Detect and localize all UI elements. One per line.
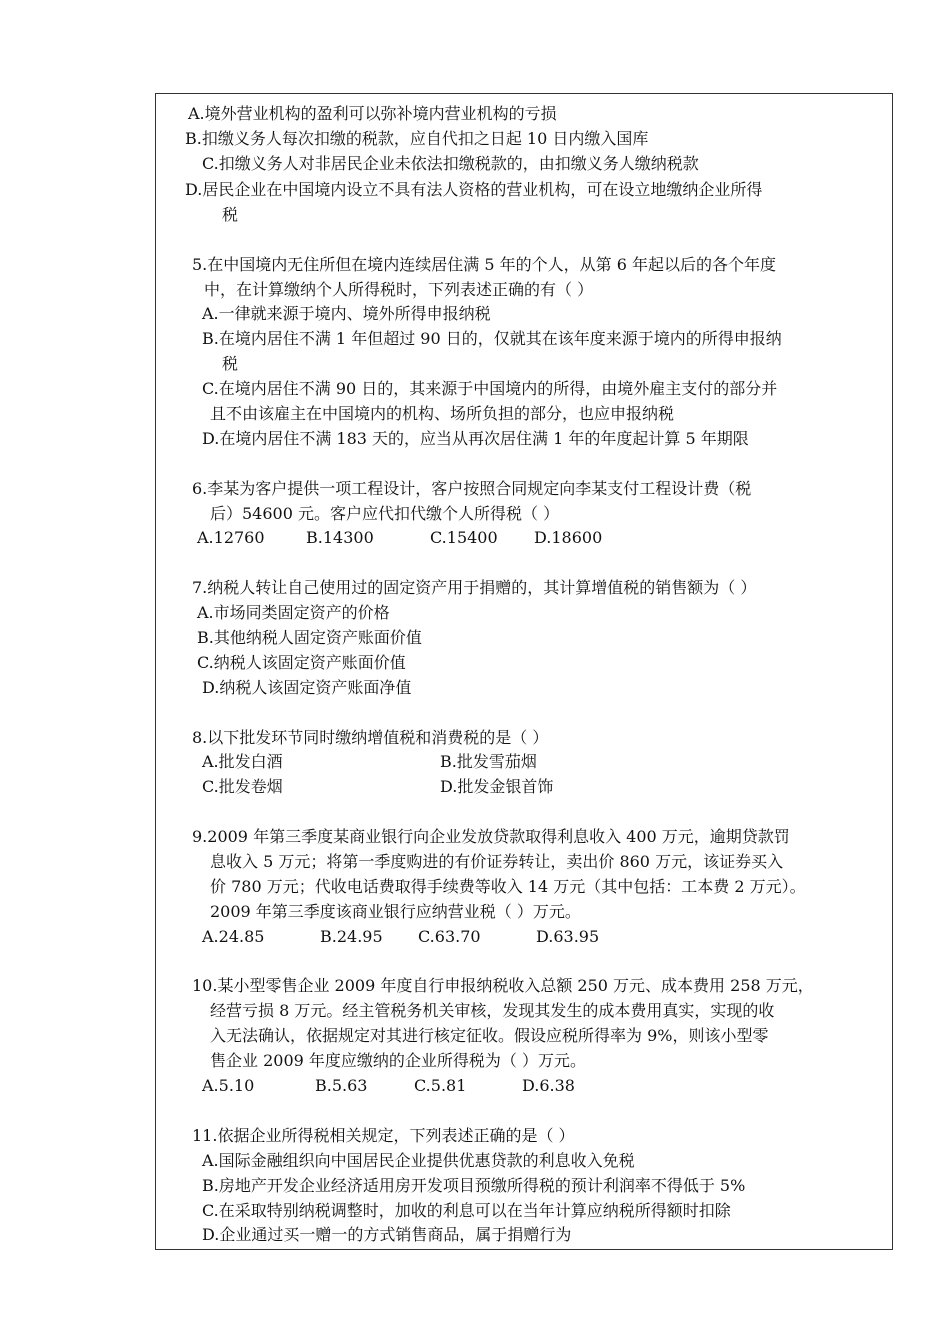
q4-option-a: A.境外营业机构的盈利可以弥补境内营业机构的亏损 [188, 104, 557, 123]
q9-option-d: D.63.95 [536, 927, 600, 946]
q6-option-c: C.15400 [430, 528, 498, 547]
q6-option-d: D.18600 [534, 528, 603, 547]
q8-stem: 8.以下批发环节同时缴纳增值税和消费税的是（ ） [192, 728, 549, 747]
q8-option-b: B.批发雪茄烟 [440, 752, 537, 771]
q6-options [0, 526, 950, 550]
q8-option-a: A.批发白酒 [202, 752, 283, 771]
q4-option-b: B.扣缴义务人每次扣缴的税款，应自代扣之日起 10 日内缴入国库 [185, 129, 649, 148]
q5-stem-line2: 中，在计算缴纳个人所得税时，下列表述正确的有（ ） [204, 280, 594, 299]
q6-stem-line1: 6.李某为客户提供一项工程设计，客户按照合同规定向李某支付工程设计费（税 [192, 479, 752, 498]
q5-option-c-line2: 且不由该雇主在中国境内的机构、场所负担的部分，也应申报纳税 [210, 404, 675, 423]
q10-stem-line1: 10.某小型零售企业 2009 年度自行申报纳税收入总额 250 万元、成本费用 258 万元， [192, 976, 814, 995]
q9-option-a: A.24.85 [202, 927, 265, 946]
q6-option-a: A.12760 [197, 528, 265, 547]
q5-option-d: D.在境内居住不满 183 天的，应当从再次居住满 1 年的年度起计算 5 年期限 [202, 429, 749, 448]
q10-option-d: D.6.38 [522, 1076, 575, 1095]
q10-option-a: A.5.10 [202, 1076, 255, 1095]
q9-stem-line4: 2009 年第三季度该商业银行应纳营业税（ ）万元。 [210, 902, 581, 921]
q7-stem: 7.纳税人转让自己使用过的固定资产用于捐赠的，其计算增值税的销售额为（ ） [192, 578, 757, 597]
q6-option-b: B.14300 [306, 528, 374, 547]
q5-option-a: A.一律就来源于境内、境外所得申报纳税 [202, 304, 491, 323]
q10-stem-line3: 入无法确认，依据规定对其进行核定征收。假设应税所得率为 9%，则该小型零 [210, 1026, 769, 1045]
q8-option-d: D.批发金银首饰 [440, 777, 554, 796]
q9-stem-line1: 9.2009 年第三季度某商业银行向企业发放贷款取得利息收入 400 万元，逾期贷款罚 [192, 827, 790, 846]
q4-option-d-line1: D.居民企业在中国境内设立不具有法人资格的营业机构，可在设立地缴纳企业所得 [185, 180, 763, 199]
q10-stem-line2: 经营亏损 8 万元。经主管税务机关审核，发现其发生的成本费用真实，实现的收 [210, 1001, 775, 1020]
q10-option-b: B.5.63 [315, 1076, 368, 1095]
q5-option-b-line2: 税 [222, 354, 239, 373]
q10-stem-line4: 售企业 2009 年度应缴纳的企业所得税为（ ）万元。 [210, 1051, 586, 1070]
q8-option-c: C.批发卷烟 [202, 777, 283, 796]
q7-option-b: B.其他纳税人固定资产账面价值 [197, 628, 422, 647]
q9-stem-line3: 价 780 万元；代收电话费取得手续费等收入 14 万元（其中包括：工本费 2 万元）。 [210, 877, 806, 896]
q11-option-b: B.房地产开发企业经济适用房开发项目预缴所得税的预计利润率不得低于 5% [202, 1176, 746, 1195]
q5-option-b-line1: B.在境内居住不满 1 年但超过 90 日的，仅就其在该年度来源于境内的所得申报纳 [202, 329, 782, 348]
q11-option-a: A.国际金融组织向中国居民企业提供优惠贷款的利息收入免税 [202, 1151, 635, 1170]
q9-options [0, 925, 950, 949]
q7-option-d: D.纳税人该固定资产账面净值 [202, 678, 412, 697]
q10-options [0, 1074, 950, 1098]
q7-option-a: A.市场同类固定资产的价格 [197, 603, 390, 622]
q8-options-row2 [0, 775, 950, 799]
q11-stem: 11.依据企业所得税相关规定，下列表述正确的是（ ） [192, 1126, 575, 1145]
q9-option-c: C.63.70 [418, 927, 481, 946]
q5-stem-line1: 5.在中国境内无住所但在境内连续居住满 5 年的个人，从第 6 年起以后的各个年度 [192, 255, 776, 274]
q9-option-b: B.24.95 [320, 927, 383, 946]
q6-stem-line2: 后）54600 元。客户应代扣代缴个人所得税（ ） [210, 504, 560, 523]
q4-option-d-line2: 税 [222, 205, 239, 224]
q11-option-d: D.企业通过买一赠一的方式销售商品，属于捐赠行为 [202, 1225, 572, 1244]
q10-option-c: C.5.81 [414, 1076, 467, 1095]
q4-option-c: C.扣缴义务人对非居民企业未依法扣缴税款的，由扣缴义务人缴纳税款 [202, 154, 699, 173]
q11-option-c: C.在采取特别纳税调整时，加收的利息可以在当年计算应纳税所得额时扣除 [202, 1201, 731, 1220]
q7-option-c: C.纳税人该固定资产账面价值 [197, 653, 406, 672]
q9-stem-line2: 息收入 5 万元；将第一季度购进的有价证券转让，卖出价 860 万元，该证券买入 [210, 852, 784, 871]
q5-option-c-line1: C.在境内居住不满 90 日的，其来源于中国境内的所得，由境外雇主支付的部分并 [202, 379, 778, 398]
q8-options-row1 [0, 750, 950, 774]
